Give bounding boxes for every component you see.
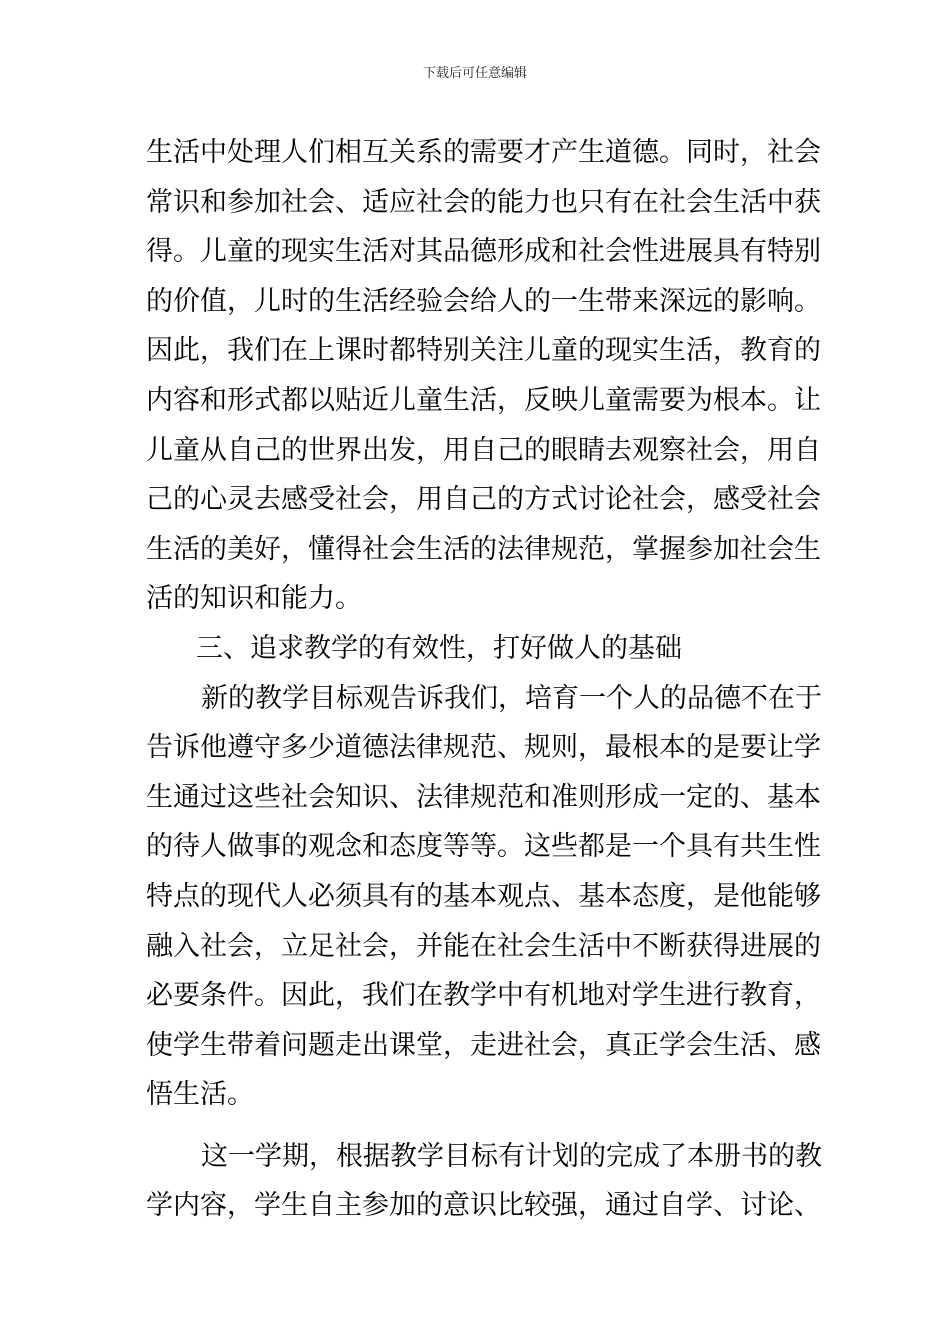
text-line: 生通过这些社会知识、法律规范和准则形成一定的、基本 (146, 781, 821, 813)
text-line: 生活中处理人们相互关系的需要才产生道德。同时，社会 (146, 137, 821, 168)
text-line: 新的教学目标观告诉我们，培育一个人的品德不在于 (201, 682, 822, 714)
text-line: 这一学期，根据教学目标有计划的完成了本册书的教 (201, 1140, 822, 1172)
text-line: 悟生活。 (146, 1079, 254, 1111)
page-header: 下载后可任意编辑 (422, 66, 527, 81)
text-line: 的待人做事的观念和态度等等。这些都是一个具有共生性 (146, 831, 821, 863)
text-line: 融入社会，立足社会，并能在社会生活中不断获得进展的 (146, 930, 821, 962)
document-body (146, 128, 826, 1231)
paragraph-gap (146, 1120, 826, 1132)
text-line: 生活的美好，懂得社会生活的法律规范，掌握参加社会生 (146, 533, 821, 565)
text-line: 己的心灵去感受社会，用自己的方式讨论社会，感受社会 (146, 484, 821, 516)
text-line: 因此，我们在上课时都特别关注儿童的现实生活，教育的 (146, 335, 821, 367)
text-line: 儿童从自己的世界出发，用自己的眼睛去观察社会，用自 (146, 434, 821, 466)
text-line: 必要条件。因此，我们在教学中有机地对学生进行教育， (146, 980, 821, 1012)
text-line: 常识和参加社会、适应社会的能力也只有在社会生活中获 (146, 186, 821, 218)
text-line: 得。儿童的现实生活对其品德形成和社会性进展具有特别 (146, 236, 821, 268)
text-line: 学内容，学生自主参加的意识比较强，通过自学、讨论、 (146, 1190, 821, 1222)
text-line: 内容和形式都以贴近儿童生活，反映儿童需要为根本。让 (146, 384, 821, 416)
text-line: 告诉他遵守多少道德法律规范、规则，最根本的是要让学 (146, 732, 821, 764)
text-line: 使学生带着问题走出课堂，走进社会，真正学会生活、感 (146, 1029, 821, 1061)
section-heading: 三、追求教学的有效性，打好做人的基础 (196, 632, 682, 664)
text-line: 活的知识和能力。 (146, 583, 362, 615)
text-line: 特点的现代人必须具有的基本观点、基本态度，是他能够 (146, 880, 821, 912)
text-line: 的价值，儿时的生活经验会给人的一生带来深远的影响。 (146, 285, 821, 317)
